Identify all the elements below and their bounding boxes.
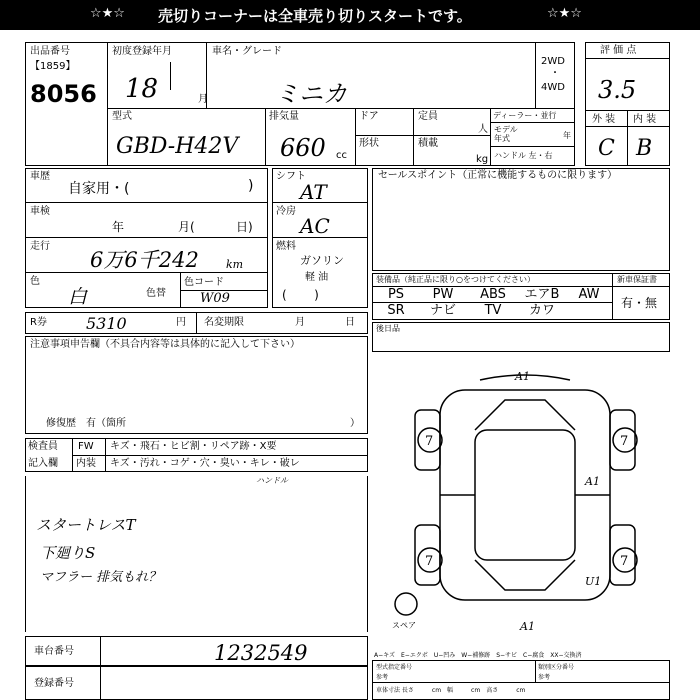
handwritten-note-3: マフラー 排気もれ？ bbox=[40, 570, 162, 585]
displacement-unit: cc bbox=[336, 150, 347, 161]
inspector-row2-head: 内装 bbox=[76, 458, 96, 469]
divider bbox=[413, 108, 414, 166]
damage-mark-front: A1 bbox=[515, 370, 530, 383]
divider bbox=[355, 135, 490, 136]
model-year-label: モデル 年式 bbox=[494, 125, 518, 143]
history-close: ) bbox=[248, 178, 254, 194]
mileage-unit: km bbox=[226, 258, 244, 271]
banner-text: 売切りコーナーは全車売り切りスタートです。 bbox=[158, 7, 472, 25]
divider bbox=[490, 146, 575, 147]
damage-mark-rear: A1 bbox=[520, 620, 535, 630]
divider bbox=[490, 108, 491, 166]
recycle-value: 5310 bbox=[86, 314, 127, 333]
inspection-day: 日) bbox=[236, 220, 253, 234]
frame-number-label: 車台番号 bbox=[34, 646, 74, 657]
damage-mark-rl: 7 bbox=[425, 554, 434, 569]
guarantee-value: 有・無 bbox=[621, 296, 658, 310]
divider bbox=[372, 682, 670, 683]
reg-number-row bbox=[25, 666, 368, 700]
inspector-label-2: 記入欄 bbox=[28, 458, 58, 469]
equip-leather: カワ bbox=[528, 303, 555, 318]
shift-label: シフト bbox=[276, 171, 306, 182]
type-ref: 参考 bbox=[376, 674, 389, 681]
body-size: 車体寸法 長さ cm 幅 cm 高さ cm bbox=[376, 687, 526, 694]
door-label: ドア bbox=[359, 111, 379, 122]
equip-airbag: エアB bbox=[524, 287, 560, 302]
divider bbox=[25, 202, 268, 203]
drive-4wd: 4WD bbox=[541, 82, 565, 93]
door-shape-label: 形状 bbox=[359, 138, 379, 149]
interior-grade: B bbox=[636, 136, 653, 161]
repair-close: ） bbox=[350, 418, 360, 429]
registration-label: 初度登録年月 bbox=[112, 46, 172, 57]
spare-label: スペア bbox=[392, 621, 416, 630]
top-banner bbox=[0, 0, 700, 30]
registration-year: 18 bbox=[125, 74, 159, 104]
exterior-grade: C bbox=[598, 136, 615, 161]
handwritten-note-2: 下廻りS bbox=[40, 544, 96, 562]
reg-number-label: 登録番号 bbox=[34, 678, 74, 689]
lot-code: 【1859】 bbox=[30, 61, 76, 72]
color-label: 色 bbox=[30, 276, 40, 287]
later-items-box bbox=[372, 322, 670, 352]
color-value: 白 bbox=[68, 286, 88, 308]
capacity-unit: 人 bbox=[478, 124, 488, 135]
color-code-label: 色コード bbox=[184, 277, 224, 288]
interior-label: 内 装 bbox=[633, 114, 657, 125]
divider bbox=[265, 108, 266, 166]
equip-sr: SR bbox=[387, 303, 405, 318]
inspection-month: 月( bbox=[178, 220, 195, 234]
fuel-label: 燃料 bbox=[276, 241, 296, 252]
frame-number-row bbox=[25, 636, 368, 666]
damage-mark-fr: 7 bbox=[620, 434, 629, 449]
damage-mark-right: A1 bbox=[585, 475, 600, 488]
divider bbox=[25, 237, 268, 238]
class-number-label: 類別区分番号 bbox=[538, 664, 575, 671]
mileage-label: 走行 bbox=[30, 241, 50, 252]
fuel-light: 軽 油 bbox=[305, 272, 329, 283]
divider bbox=[105, 438, 106, 472]
vehicle-info-box bbox=[25, 168, 268, 308]
registration-month-label: 月 bbox=[198, 94, 208, 105]
sales-point-label: セールスポイント（正常に機能するものに限ります） bbox=[378, 170, 618, 181]
divider bbox=[107, 42, 108, 166]
color-code-value: W09 bbox=[200, 291, 230, 306]
aircon-value: AC bbox=[300, 214, 330, 238]
expiry-month: 月 bbox=[295, 317, 305, 328]
damage-legend: A−キズ E−エクボ U−凹み W−補修跡 S−サビ C−腐食 XX−交換済 bbox=[374, 652, 582, 659]
equip-ps: PS bbox=[387, 287, 405, 302]
banner-stars-left: ☆★☆ bbox=[90, 6, 125, 21]
car-name-value: ミニカ bbox=[275, 80, 347, 108]
drive-2wd: 2WD bbox=[541, 56, 565, 67]
rating-value: 3.5 bbox=[598, 76, 637, 104]
exterior-label: 外 装 bbox=[592, 114, 616, 125]
divider bbox=[355, 108, 356, 166]
damage-mark-rear-side: U1 bbox=[585, 575, 602, 588]
frame-number-value: 1232549 bbox=[214, 641, 308, 665]
history-value: 自家用・( bbox=[68, 181, 130, 197]
handle-label: ハンドル 左・右 bbox=[494, 151, 553, 160]
inspection-label: 車検 bbox=[30, 206, 50, 217]
aircon-label: 冷房 bbox=[276, 206, 296, 217]
equipment-label: 装備品（純正品に限り○をつけてください） bbox=[376, 275, 535, 284]
inspector-row1: キズ・飛石・ヒビ割・リペア跡・X要 bbox=[110, 441, 277, 452]
divider bbox=[535, 660, 536, 682]
divider bbox=[627, 110, 628, 166]
divider bbox=[72, 455, 368, 456]
history-label: 車歴 bbox=[30, 171, 50, 182]
spec-box bbox=[372, 660, 670, 700]
expiry-day: 日 bbox=[345, 317, 355, 328]
divider bbox=[612, 273, 613, 320]
divider bbox=[490, 122, 575, 123]
color-change-label: 色替 bbox=[146, 288, 166, 299]
car-damage-diagram bbox=[380, 360, 670, 630]
inspector-label-1: 検査員 bbox=[28, 441, 58, 452]
notes-label: 注意事項申告欄（不具合内容等は具体的に記入して下さい） bbox=[30, 339, 300, 350]
drive-dot: ・ bbox=[550, 68, 560, 79]
equip-navi: ナビ bbox=[429, 303, 456, 318]
recycle-unit: 円 bbox=[176, 317, 186, 328]
car-name-label: 車名・グレード bbox=[212, 46, 282, 57]
inspector-handwriting: ハンドル bbox=[256, 476, 288, 485]
divider bbox=[535, 42, 536, 108]
equip-pw: PW bbox=[432, 287, 454, 302]
fuel-value: ガソリン bbox=[300, 254, 344, 267]
guarantee-label: 新車保証書 bbox=[617, 275, 657, 284]
damage-mark-fl: 7 bbox=[425, 434, 434, 449]
shift-value: AT bbox=[300, 180, 327, 204]
load-label: 積載 bbox=[418, 138, 438, 149]
inspector-row2: キズ・汚れ・コゲ・穴・臭い・キレ・破レ bbox=[110, 458, 300, 469]
divider bbox=[170, 62, 171, 90]
equip-tv: TV bbox=[484, 303, 502, 318]
divider bbox=[585, 58, 670, 59]
equip-aw: AW bbox=[578, 287, 600, 302]
expiry-label: 名変期限 bbox=[204, 317, 244, 328]
inspection-year: 年 bbox=[112, 220, 125, 234]
displacement-label: 排気量 bbox=[269, 111, 299, 122]
recycle-label: R券 bbox=[30, 317, 47, 328]
equip-abs: ABS bbox=[480, 287, 506, 302]
sales-point-box bbox=[372, 168, 670, 271]
dealer-label: ディーラー・並行 bbox=[493, 111, 557, 120]
year-unit: 年 bbox=[563, 131, 571, 140]
repair-history: 修復歴 有（箇所 bbox=[46, 418, 126, 429]
damage-mark-rr: 7 bbox=[620, 554, 629, 569]
model-label: 型式 bbox=[112, 111, 132, 122]
lot-number: 8056 bbox=[30, 80, 97, 108]
divider bbox=[196, 312, 197, 334]
fuel-paren: ( ) bbox=[282, 288, 323, 302]
load-unit: kg bbox=[476, 154, 489, 165]
capacity-label: 定員 bbox=[418, 111, 438, 122]
handwritten-note-1: スタートレスT bbox=[36, 516, 136, 534]
banner-stars-right: ☆★☆ bbox=[547, 6, 582, 21]
mileage-value: 6万6千242 bbox=[90, 248, 199, 272]
lot-label: 出品番号 bbox=[30, 46, 70, 57]
inspector-row1-head: FW bbox=[78, 441, 94, 452]
displacement-value: 660 bbox=[280, 134, 326, 162]
divider bbox=[72, 438, 73, 472]
later-items-label: 後日品 bbox=[376, 324, 400, 333]
class-ref: 参考 bbox=[538, 674, 551, 681]
rating-label: 評 価 点 bbox=[600, 45, 637, 56]
model-value: GBD-H42V bbox=[116, 134, 239, 159]
type-number-label: 型式指定番号 bbox=[376, 664, 413, 671]
